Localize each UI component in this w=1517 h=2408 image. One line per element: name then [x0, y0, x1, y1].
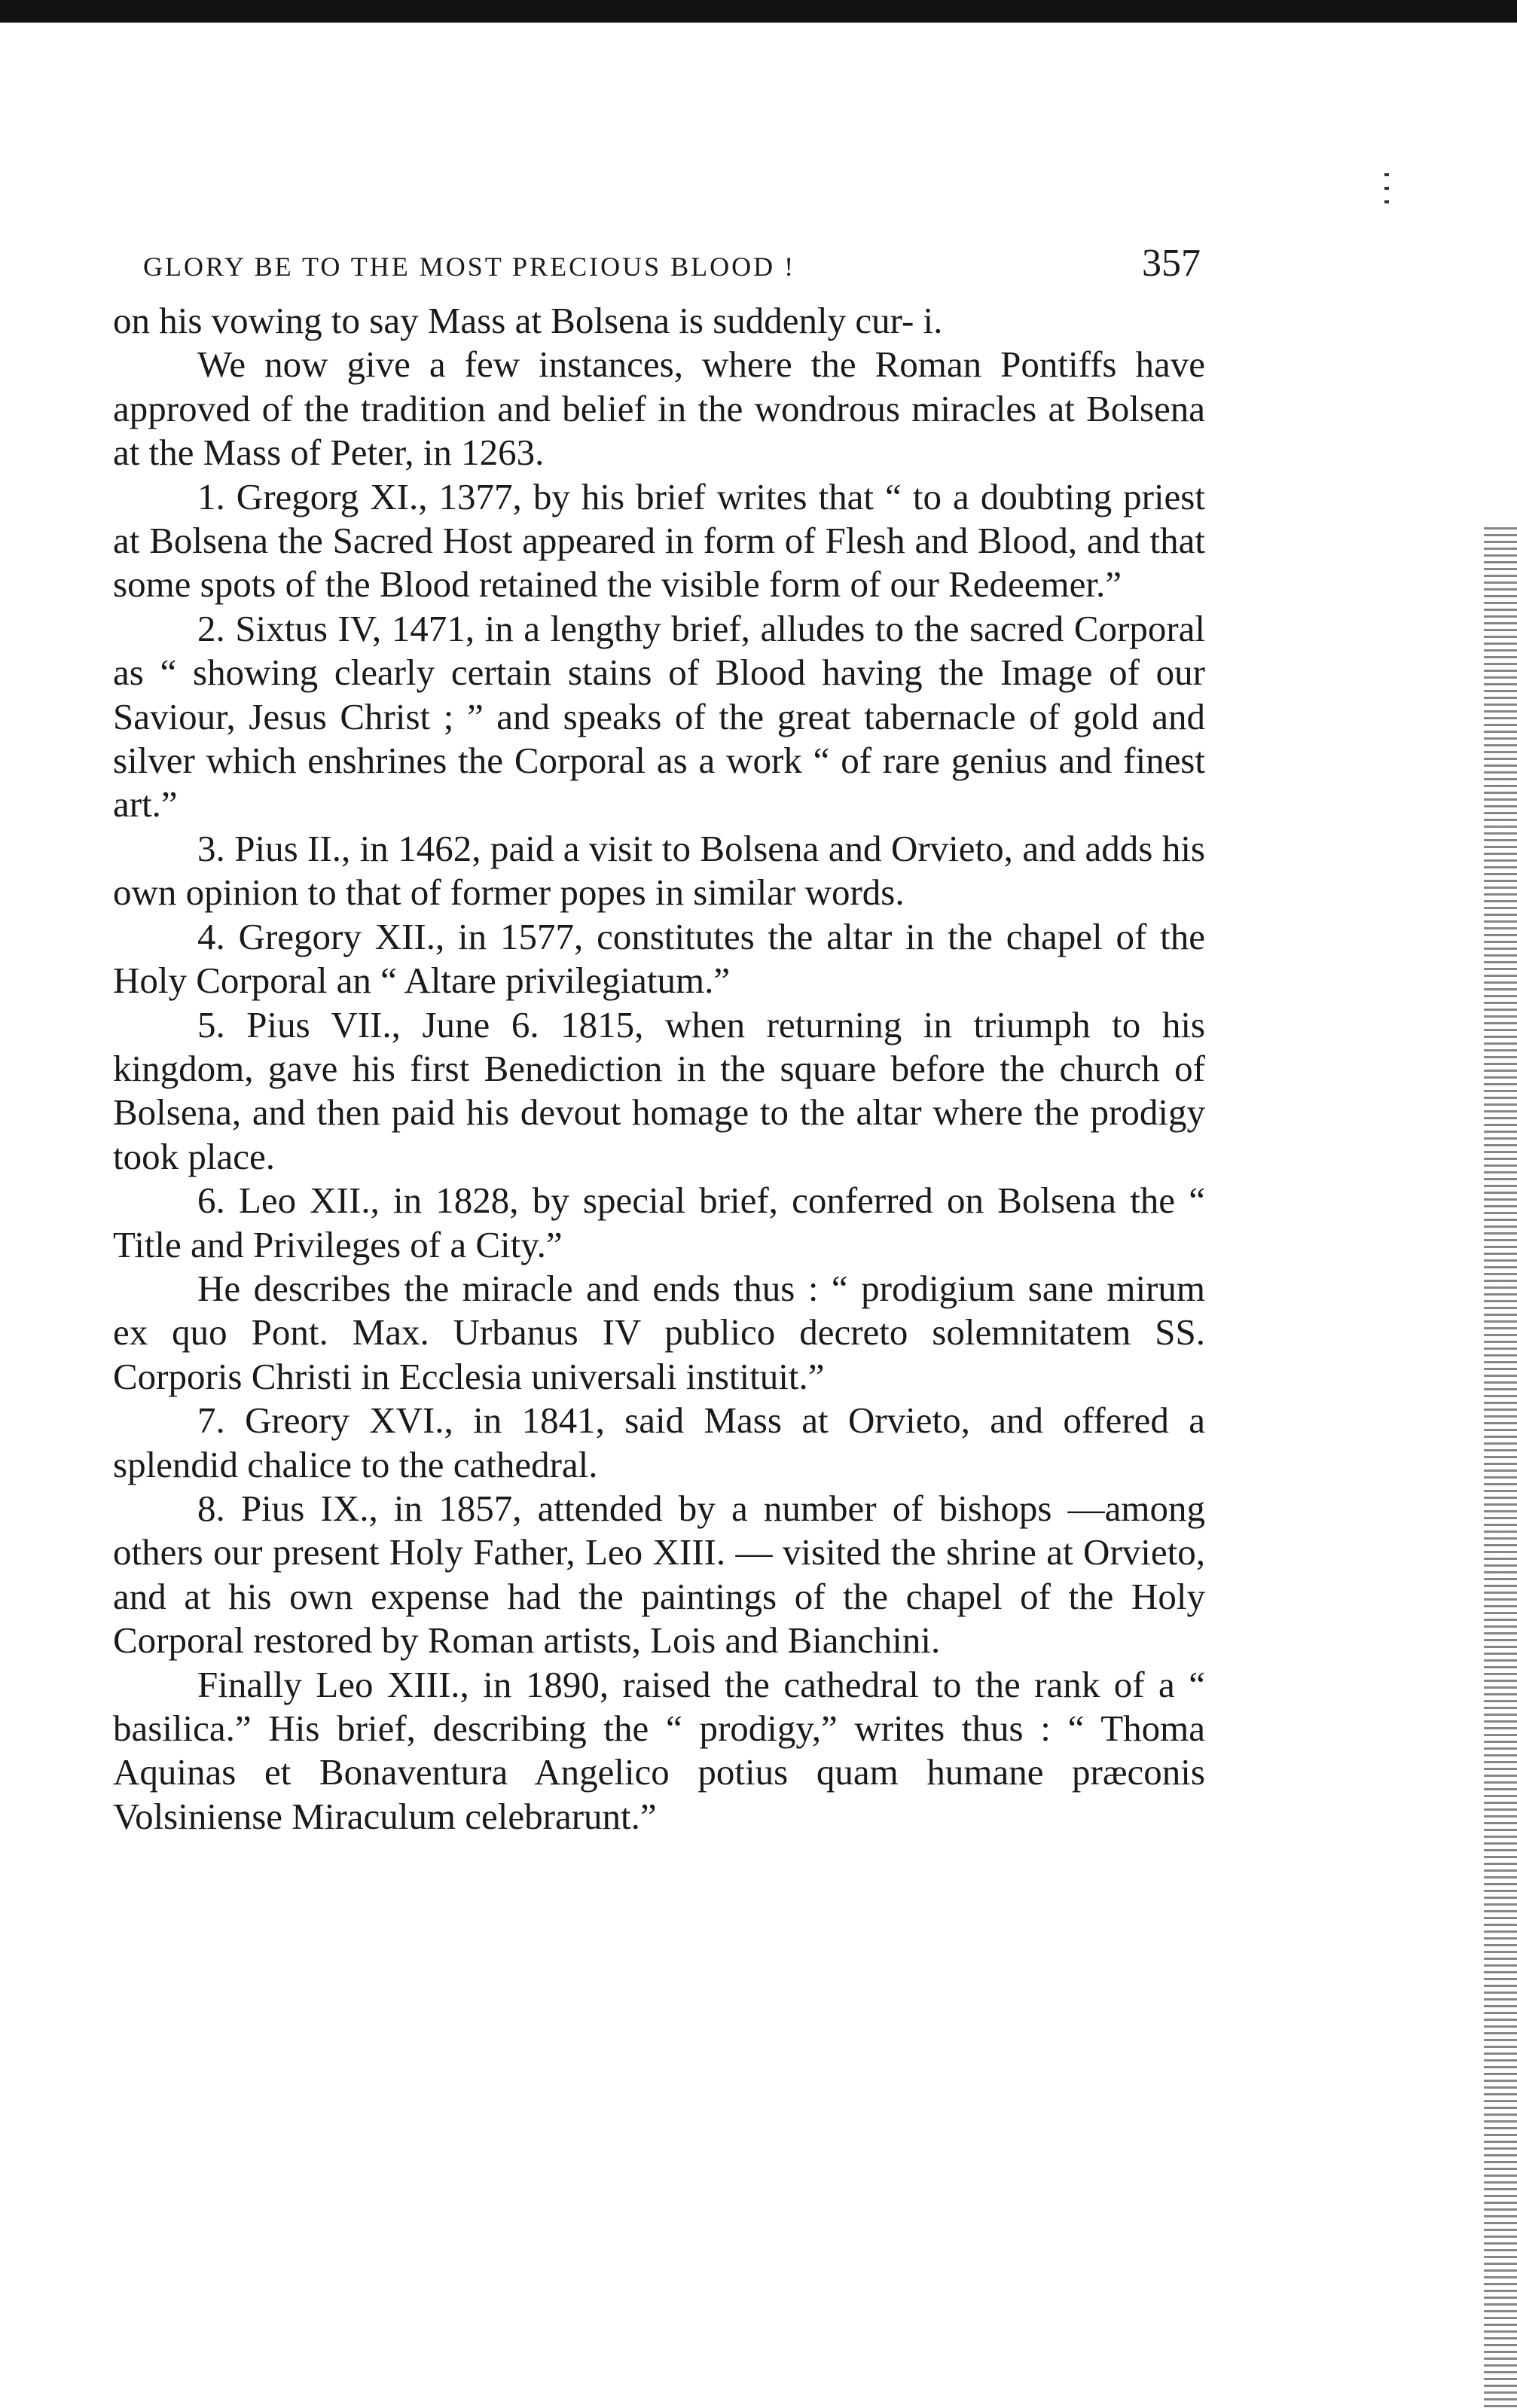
- paragraph-intro: We now give a few instances, where the Roman Pontiffs have approved of the tradition and belief in the wondrous miracles at Bolsena at the Mass of Peter, in 1263.: [113, 343, 1205, 474]
- paragraph-item-3: 3. Pius II., in 1462, paid a visit to Bolsena and Orvieto, and adds his own opinion to that of former popes in similar words.: [113, 827, 1205, 914]
- paragraph-final: Finally Leo XIII., in 1890, raised the cathedral to the rank of a “ basilica.” His brief, describing the “ prodigy,” writes thus : “ Thoma Aquinas et Bonaventura Angelico potius quam humane præconis Volsiniense Miraculum celebrarunt.”: [113, 1663, 1205, 1837]
- paragraph-continuation: on his vowing to say Mass at Bolsena is suddenly cur- i.: [113, 300, 943, 341]
- body-text: [113, 299, 1205, 1839]
- paragraph-latin-quote: He describes the miracle and ends thus : “ prodigium sane mirum ex quo Pont. Max. Urbanus IV publico decreto solemnitatem SS. Corporis Christi in Ecclesia universali instituit.”: [113, 1267, 1205, 1397]
- paragraph-item-2: 2. Sixtus IV, 1471, in a lengthy brief, alludes to the sacred Corporal as “ showing clearly certain stains of Blood having the Image of our Saviour, Jesus Christ ; ” and speaks of the great tabernacle of gold and silver which enshrines the Corporal as a work “ of rare genius and finest art.”: [113, 607, 1205, 826]
- paragraph-item-6: 6. Leo XII., in 1828, by special brief, conferred on Bolsena the “ Title and Privileges of a City.”: [113, 1180, 1205, 1265]
- book-page: [113, 241, 1205, 1839]
- paragraph-item-1: 1. Gregorg XI., 1377, by his brief writes that “ to a doubting priest at Bolsena the Sacred Host appeared in form of Flesh and Blood, and that some spots of the Blood retained the visible form of our Redeemer.”: [113, 475, 1205, 606]
- page-edge-shadow: [1484, 527, 1517, 2408]
- page-number: 357: [1142, 242, 1201, 285]
- paragraph-item-8: 8. Pius IX., in 1857, attended by a number of bishops —among others our present Holy Father, Leo XIII. — visited the shrine at Orvieto, and at his own expense had the paintings of the chapel of the Holy Corporal restored by Roman artists, Lois and Bianchini.: [113, 1487, 1205, 1662]
- paragraph-item-4: 4. Gregory XII., in 1577, constitutes the altar in the chapel of the Holy Corporal an “ Altare privilegiatum.”: [113, 915, 1205, 1002]
- page-top-rule: [0, 0, 1517, 23]
- running-header: [113, 241, 1205, 285]
- paragraph-item-7: 7. Greory XVI., in 1841, said Mass at Orvieto, and offered a splendid chalice to the cathedral.: [113, 1399, 1205, 1485]
- running-title: GLORY BE TO THE MOST PRECIOUS BLOOD !: [143, 252, 796, 282]
- paragraph-item-5: 5. Pius VII., June 6. 1815, when returning in triumph to his kingdom, gave his first Benediction in the square before the church of Bolsena, and then paid his devout homage to the altar where the prodigy took place.: [113, 1003, 1205, 1177]
- margin-speckle: [1384, 173, 1389, 203]
